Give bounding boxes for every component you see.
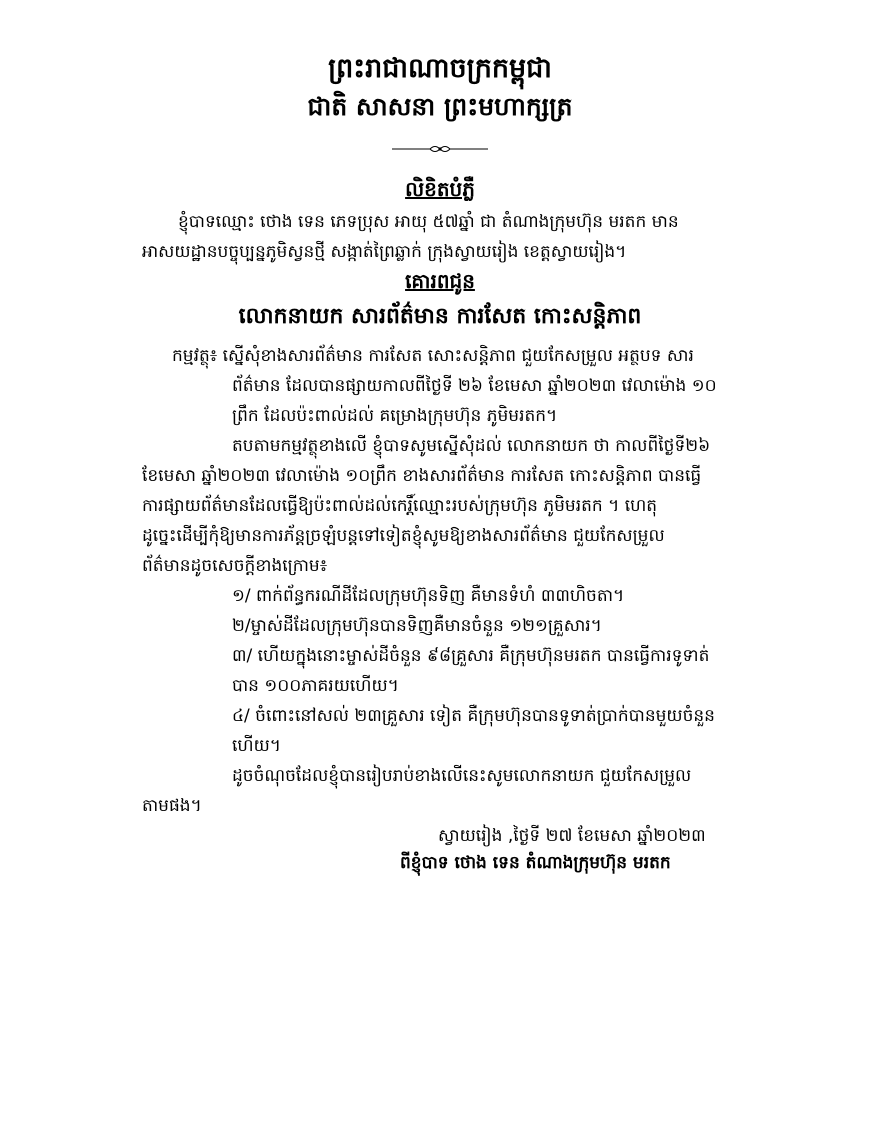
closing-line: តាមផង។ — [142, 796, 202, 816]
intro-line: អាសយដ្ឋានបច្ចុប្បន្នភូមិស្វនថ្មី សង្កាត់ព្រៃឆ្លាក់ ក្រុងស្វាយរៀង ខេត្តស្វាយរៀង។ — [142, 242, 627, 262]
signatory-line: ពីខ្ញុំបាទ ថោង ទេន តំណាងក្រុមហ៊ុន មរតក — [400, 853, 671, 873]
body-line: ខែមេសា ឆ្នាំ២០២៣ វេលាម៉ោង ១០ព្រឹក ខាងសារព័ត៌មាន ការសែត កោះសន្តិភាព បានធ្វើ — [142, 466, 702, 486]
list-item: ៤/ ចំពោះនៅសល់ ២៣គ្រួសារ ទៀត គឺក្រុមហ៊ុនបានទូទាត់ប្រាក់បានមួយចំនួន — [232, 706, 715, 726]
recipient-heading: លោកនាយក សារព័ត៌មាន ការសែត កោះសន្តិភាព — [238, 304, 642, 329]
list-item: ហើយ។ — [232, 736, 281, 756]
body-line: ការផ្សាយព័ត៌មានដែលធ្វើឱ្យប៉ះពាល់ដល់កេរ្តិ៍ឈ្មោះរបស់ក្រុមហ៊ុន ភូមិមរតក ។ ហេតុ — [142, 496, 658, 516]
list-item: បាន ១០០ភាគរយហើយ។ — [232, 676, 399, 696]
subject-line: ព្រឹក ដែលប៉ះពាល់ដល់ គម្រោងក្រុមហ៊ុន ភូមិមរតក។ — [232, 406, 558, 426]
subject-line: កម្មវត្ថុ៖ ស្នើសុំខាងសារព័ត៌មាន ការសែត សោះសន្តិភាព ជួយកែសម្រួល អត្ថបទ សារ — [172, 346, 694, 366]
body-line: ព័ត៌មានដូចសេចក្តីខាងក្រោម៖ — [142, 556, 328, 576]
closing-line: ដូចចំណុចដែលខ្ញុំបានរៀបរាប់ខាងលើនេះសូមលោកនាយក ជួយកែសម្រួល — [232, 766, 692, 786]
body-line: តបតាមកម្មវត្ថុខាងលើ ខ្ញុំបាទសូមស្នើសុំដល់ លោកនាយក ថា កាលពីថ្ងៃទី២៦ — [232, 436, 711, 456]
to-label: គោរពជូន — [405, 269, 475, 293]
intro-line: ខ្ញុំបាទឈ្មោះ ថោង ទេន ភេទប្រុស អាយុ ៥៧ឆ្នាំ ជា តំណាងក្រុមហ៊ុន មរតក មាន — [178, 212, 679, 232]
body-line: ដូច្នេះដើម្បីកុំឱ្យមានការភ័ន្តច្រឡំបន្តទៅទៀតខ្ញុំសូមឱ្យខាងសារព័ត៌មាន ជួយកែសម្រួល — [142, 526, 665, 546]
document-title: លិខិតបំភ្លឺ — [405, 177, 475, 201]
subject-line: ព័ត៌មាន ដែលបានផ្សាយកាលពីថ្ងៃទី ២៦ ខែមេសា ឆ្នាំ២០២៣ វេលាម៉ោង ១០ — [232, 376, 717, 396]
list-item: ៣/ ហើយក្នុងនោះម្ចាស់ដីចំនួន ៩៨គ្រួសារ គឺក្រុមហ៊ុនមរតក បានធ្វើការទូទាត់ — [232, 646, 710, 666]
kingdom-heading: ព្រះរាជាណាចក្រកម្ពុជា — [328, 53, 552, 84]
list-item: ១/ ពាក់ព័ន្ធករណីដីដែលក្រុមហ៊ុនទិញ គឺមានទំហំ ៣៣ហិចតា។ — [232, 586, 625, 606]
list-item: ២/ម្ចាស់ដីដែលក្រុមហ៊ុនបានទិញគឺមានចំនួន ១២១គ្រួសារ។ — [232, 616, 602, 636]
decorative-divider-icon — [390, 142, 490, 156]
national-motto: ជាតិ សាសនា ព្រះមហាក្សត្រ — [307, 92, 573, 121]
place-date: ស្វាយរៀង ,ថ្ងៃទី ២៧ ខែមេសា ឆ្នាំ២០២៣ — [438, 826, 706, 846]
